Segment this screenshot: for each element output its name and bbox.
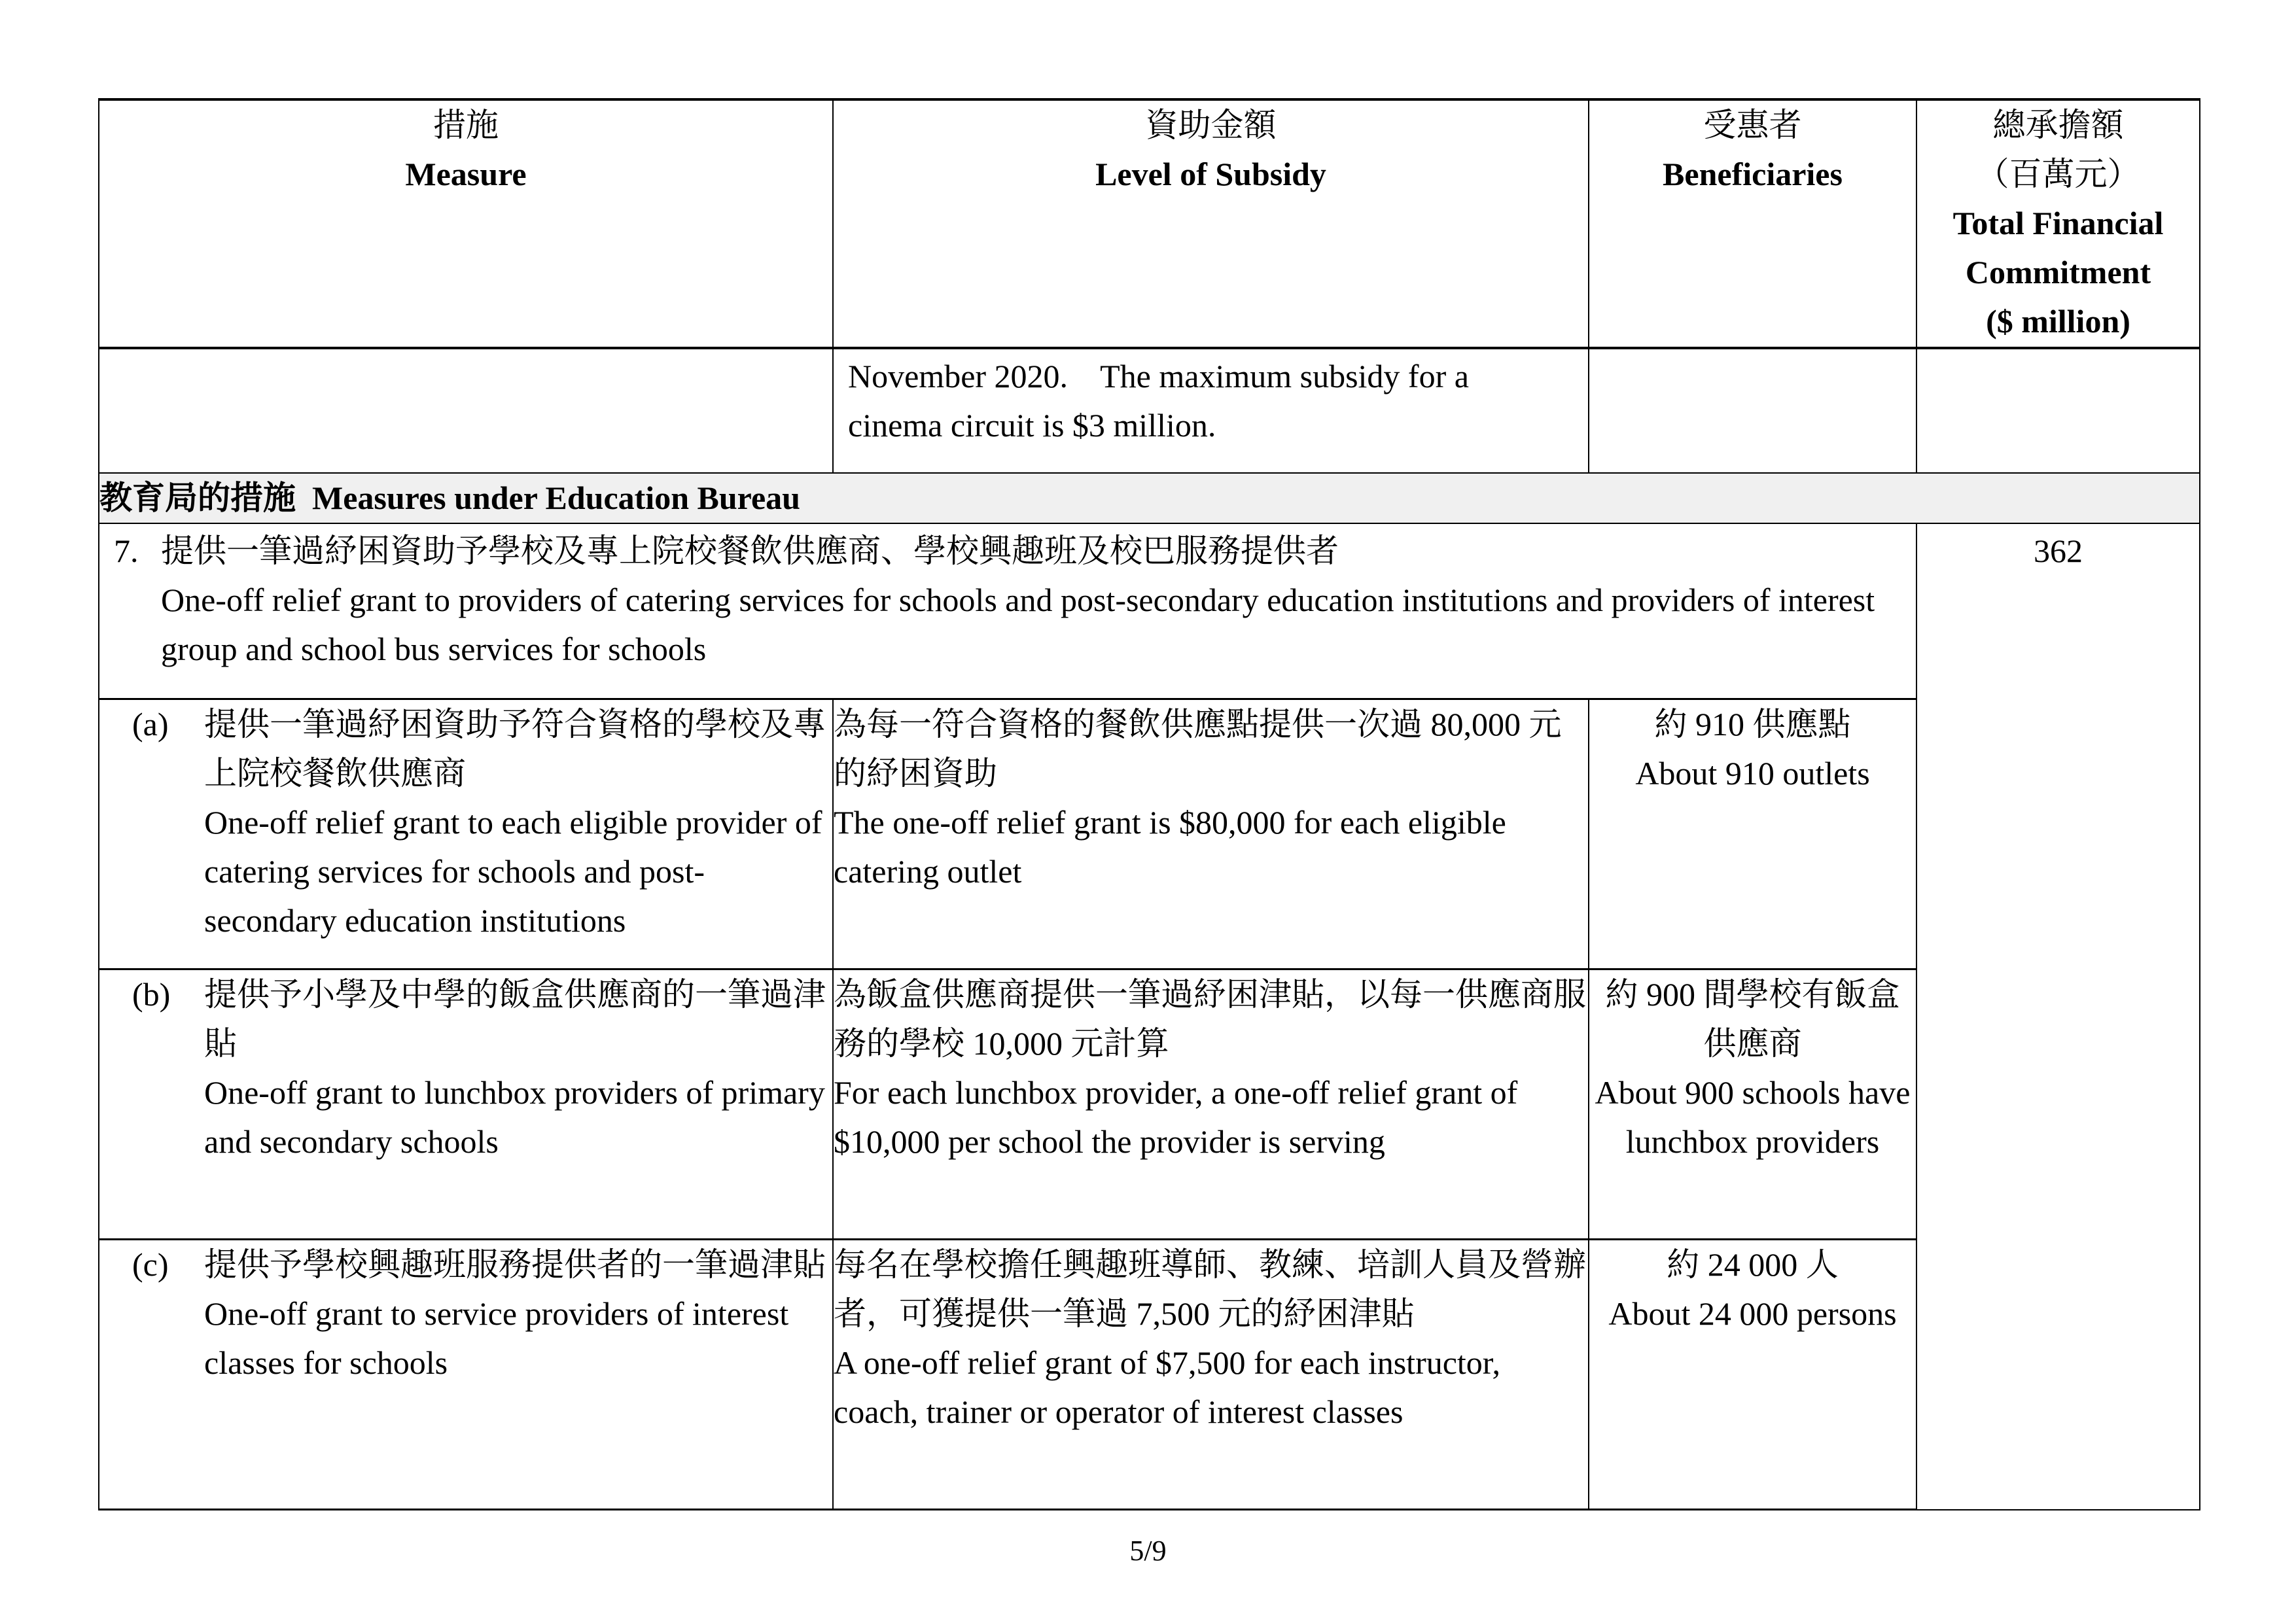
continuation-measure-cell	[99, 348, 833, 473]
continuation-total-cell	[1916, 348, 2200, 473]
continuation-subsidy-line-1: November 2020. The maximum subsidy for a	[848, 358, 1469, 394]
header-beneficiaries-zh: 受惠者	[1703, 107, 1802, 143]
measure-7-number: 7.	[114, 532, 139, 569]
sub-item-measure-zh: 提供予學校興趣班服務提供者的一筆過津貼	[204, 1246, 826, 1283]
subsidy-measures-table	[98, 98, 2200, 1510]
sub-item-measure-en: One-off grant to lunchbox providers of primary and secondary schools	[204, 1074, 825, 1160]
sub-item-beneficiaries	[1589, 969, 1916, 1240]
header-total-en-2: Commitment	[1965, 254, 2151, 290]
sub-item-measure	[99, 699, 833, 969]
sub-item-subsidy-en: The one-off relief grant is $80,000 for each eligible catering outlet	[834, 804, 1506, 890]
page-number: 5/9	[1129, 1535, 1167, 1567]
header-total-en-unit: ($ million)	[1986, 303, 2130, 340]
measure-7-title-en: One-off relief grant to providers of catering services for schools and post-secondary education institutions and providers of interest group and school bus services for schools	[161, 582, 1875, 667]
sub-item-beneficiaries-zh: 約 900 間學校有飯盒供應商	[1605, 976, 1900, 1062]
header-measure	[99, 99, 833, 348]
header-total-zh-unit: （百萬元）	[1976, 156, 2140, 192]
table-header-row	[99, 99, 2200, 348]
sub-item-subsidy	[833, 969, 1589, 1240]
sub-item-beneficiaries-zh: 約 24 000 人	[1667, 1246, 1839, 1283]
header-total-en-1: Total Financial	[1952, 205, 2164, 241]
sub-item-beneficiaries-zh: 約 910 供應點	[1654, 706, 1851, 742]
continuation-subsidy-cell	[833, 348, 1589, 473]
header-subsidy-zh: 資助金額	[1145, 107, 1277, 143]
sub-item-beneficiaries-en: About 24 000 persons	[1608, 1295, 1897, 1332]
header-measure-en: Measure	[405, 156, 527, 192]
sub-item-beneficiaries-en: About 900 schools have lunchbox providers	[1595, 1074, 1911, 1160]
header-beneficiaries	[1589, 99, 1916, 348]
sub-item-beneficiaries-en: About 910 outlets	[1635, 755, 1870, 792]
measure-7-title-zh: 提供一筆過紓困資助予學校及專上院校餐飲供應商、學校興趣班及校巴服務提供者	[161, 532, 1339, 569]
header-measure-zh: 措施	[433, 107, 499, 143]
header-subsidy	[833, 99, 1589, 348]
continuation-subsidy-line-2: cinema circuit is $3 million.	[848, 407, 1216, 444]
sub-item-measure-zh: 提供予小學及中學的飯盒供應商的一筆過津貼	[204, 976, 826, 1062]
sub-item-label: (a)	[132, 706, 169, 742]
measure-7-total-value: 362	[2034, 532, 2083, 569]
header-total	[1916, 99, 2200, 348]
sub-item-label: (c)	[132, 1246, 169, 1283]
sub-item-measure	[99, 969, 833, 1240]
sub-item-row	[99, 969, 2200, 1240]
section-title-en: Measures under Education Bureau	[312, 480, 800, 516]
sub-item-subsidy	[833, 699, 1589, 969]
sub-item-beneficiaries	[1589, 1240, 1916, 1510]
header-subsidy-en: Level of Subsidy	[1095, 156, 1326, 192]
sub-item-measure-en: One-off grant to service providers of interest classes for schools	[204, 1295, 789, 1381]
section-title-zh: 教育局的措施	[99, 480, 296, 516]
sub-item-subsidy-en: A one-off relief grant of $7,500 for each instructor, coach, trainer or operator of interest classes	[834, 1344, 1500, 1430]
sub-item-row	[99, 1240, 2200, 1510]
measure-7-total	[1916, 523, 2200, 1510]
continuation-row	[99, 348, 2200, 473]
sub-item-measure-en: One-off relief grant to each eligible provider of catering services for schools and post-secondary education institutions	[204, 804, 822, 939]
header-beneficiaries-en: Beneficiaries	[1663, 156, 1843, 192]
sub-item-subsidy	[833, 1240, 1589, 1510]
sub-item-row	[99, 699, 2200, 969]
sub-item-subsidy-zh: 為每一符合資格的餐飲供應點提供一次過 80,000 元的紓困資助	[834, 706, 1562, 792]
measure-7-description	[99, 523, 1916, 699]
section-header-row	[99, 473, 2200, 523]
section-header	[99, 473, 2200, 523]
sub-item-subsidy-zh: 每名在學校擔任興趣班導師、教練、培訓人員及營辦者，可獲提供一筆過 7,500 元的紓困津貼	[834, 1246, 1586, 1332]
sub-item-subsidy-zh: 為飯盒供應商提供一筆過紓困津貼，以每一供應商服務的學校 10,000 元計算	[834, 976, 1586, 1062]
sub-item-label: (b)	[132, 976, 171, 1013]
sub-item-measure	[99, 1240, 833, 1510]
measure-7-row	[99, 523, 2200, 699]
sub-item-beneficiaries	[1589, 699, 1916, 969]
sub-item-subsidy-en: For each lunchbox provider, a one-off relief grant of $10,000 per school the provider is serving	[834, 1074, 1518, 1160]
sub-item-measure-zh: 提供一筆過紓困資助予符合資格的學校及專上院校餐飲供應商	[204, 706, 826, 792]
continuation-beneficiaries-cell	[1589, 348, 1916, 473]
header-total-zh: 總承擔額	[1992, 107, 2124, 143]
